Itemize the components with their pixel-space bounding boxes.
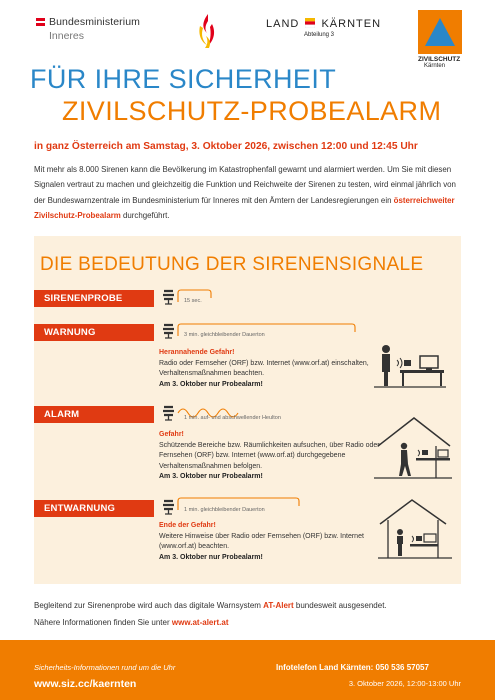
footer-bar: [0, 640, 495, 700]
warning-description: [159, 348, 389, 390]
warning-probe-note: Am 3. Oktober nur Probealarm!: [159, 380, 263, 388]
at-alert-line2: [34, 615, 464, 632]
alarm-duration-label: 1 min. auf- und abschwellender Heulton: [184, 415, 281, 421]
siren-icon: [162, 288, 175, 305]
ministry-name: Bundesministerium: [49, 16, 140, 28]
warning-duration-label: 3 min. gleichbleibender Dauerton: [184, 332, 265, 338]
at-alert-line1: [34, 598, 464, 615]
siren-icon: [162, 322, 175, 339]
zivilschutz-logo: [418, 10, 462, 69]
at-alert-name: AT-Alert: [263, 601, 294, 610]
signals-title: DIE BEDEUTUNG DER SIRENENSIGNALE: [40, 254, 424, 275]
footer-tagline: Sicherheits-Informationen rund um die Uhr: [34, 663, 176, 672]
footer-hotline-hours: 3. Oktober 2026, 12:00-13:00 Uhr: [348, 679, 461, 688]
all-clear-description: [159, 521, 389, 563]
at-alert-note: [34, 598, 464, 631]
alarm-description: [159, 430, 389, 483]
person-entering-house-illustration: [374, 412, 452, 482]
all-clear-probe-note: Am 3. Oktober nur Probealarm!: [159, 553, 263, 561]
alarm-probe-note: Am 3. Oktober nur Probealarm!: [159, 473, 263, 481]
intro-paragraph: [34, 162, 464, 224]
flame-emblem-icon: [196, 12, 218, 50]
note-text: Begleitend zur Sirenenprobe wird auch das digitale Warnsystem: [34, 601, 264, 610]
intro-text: Mit mehr als 8.000 Sirenen kann die Bevölkerung im Katastrophenfall gewarnt und alarmiert werden. Um Sie mit diesen Signalen vertraut zu machen und gleichzeitig die Funktion und Reichweite der Sirenen zu testen, wird einmal jährlich von der Bundeswarnzentrale im Bundesministerium für Inneres mit den Ämtern der Landesregierungen ein: [34, 165, 456, 205]
siren-signals-panel: [34, 236, 461, 584]
alarm-body: Schützende Bereiche bzw. Räumlichkeiten aufsuchen, über Radio oder Fernsehen (ORF) bzw. Internet (www.orf.at) durchgegebene Verhaltensmaßnahmen befolgen.: [159, 441, 380, 470]
ministry-department: Inneres: [49, 30, 85, 42]
department-label: Abteilung 3: [304, 32, 335, 38]
signal-label-alarm: ALARM: [34, 406, 154, 423]
footer-hotline: Infotelefon Land Kärnten: 050 536 57057: [276, 663, 429, 672]
signal-label-entwarnung: ENTWARNUNG: [34, 500, 154, 517]
footer-website-link[interactable]: www.siz.cc/kaernten: [34, 678, 137, 690]
probe-duration-label: 15 sec.: [184, 298, 202, 304]
all-clear-body: Weitere Hinweise über Radio oder Fernsehen (ORF) bzw. Internet (www.orf.at) beachten.: [159, 532, 364, 551]
headline-secondary: ZIVILSCHUTZ-PROBEALARM: [62, 96, 442, 126]
headline-primary: FÜR IHRE SICHERHEIT: [30, 64, 337, 94]
signal-label-warnung: WARNUNG: [34, 324, 154, 341]
date-subheading: in ganz Österreich am Samstag, 3. Oktober 2026, zwischen 12:00 und 12:45 Uhr: [34, 141, 418, 152]
land-kaernten-logo: [266, 18, 382, 38]
zivilschutz-triangle-icon: [418, 10, 462, 54]
siren-icon: [162, 498, 175, 515]
warning-body: Radio oder Fernseher (ORF) bzw. Internet (www.orf.at) einschalten, Verhaltensmaßnahmen beachten.: [159, 359, 369, 378]
intro-text-end: durchgeführt.: [120, 211, 170, 221]
person-at-home-illustration: [378, 496, 452, 562]
land-label: LAND: [266, 18, 300, 30]
all-clear-tone-wave: [176, 496, 300, 516]
header: [0, 0, 495, 72]
info-text: Nähere Informationen finden Sie unter: [34, 617, 172, 627]
siren-icon: [162, 404, 175, 421]
all-clear-heading: Ende der Gefahr!: [159, 522, 216, 529]
at-alert-link[interactable]: www.at-alert.at: [171, 617, 229, 627]
carinthia-flag-icon: [305, 18, 315, 28]
intro-highlight: österreichweiter Zivilschutz-Probealarm: [34, 195, 455, 221]
zivilschutz-region: Kärnten: [424, 63, 446, 69]
signal-label-sirenenprobe: SIRENENPROBE: [34, 290, 154, 307]
warning-heading: Herannahende Gefahr!: [159, 349, 235, 356]
all-clear-duration-label: 1 min. gleichbleibender Dauerton: [184, 507, 265, 513]
kaernten-label: KÄRNTEN: [321, 18, 382, 30]
austrian-flag-icon: [36, 18, 45, 26]
zivilschutz-name: ZIVILSCHUTZ: [418, 56, 461, 63]
living-room-illustration: [374, 340, 446, 390]
note-text-end: bundesweit ausgesendet.: [293, 601, 387, 610]
alarm-heading: Gefahr!: [159, 431, 184, 438]
